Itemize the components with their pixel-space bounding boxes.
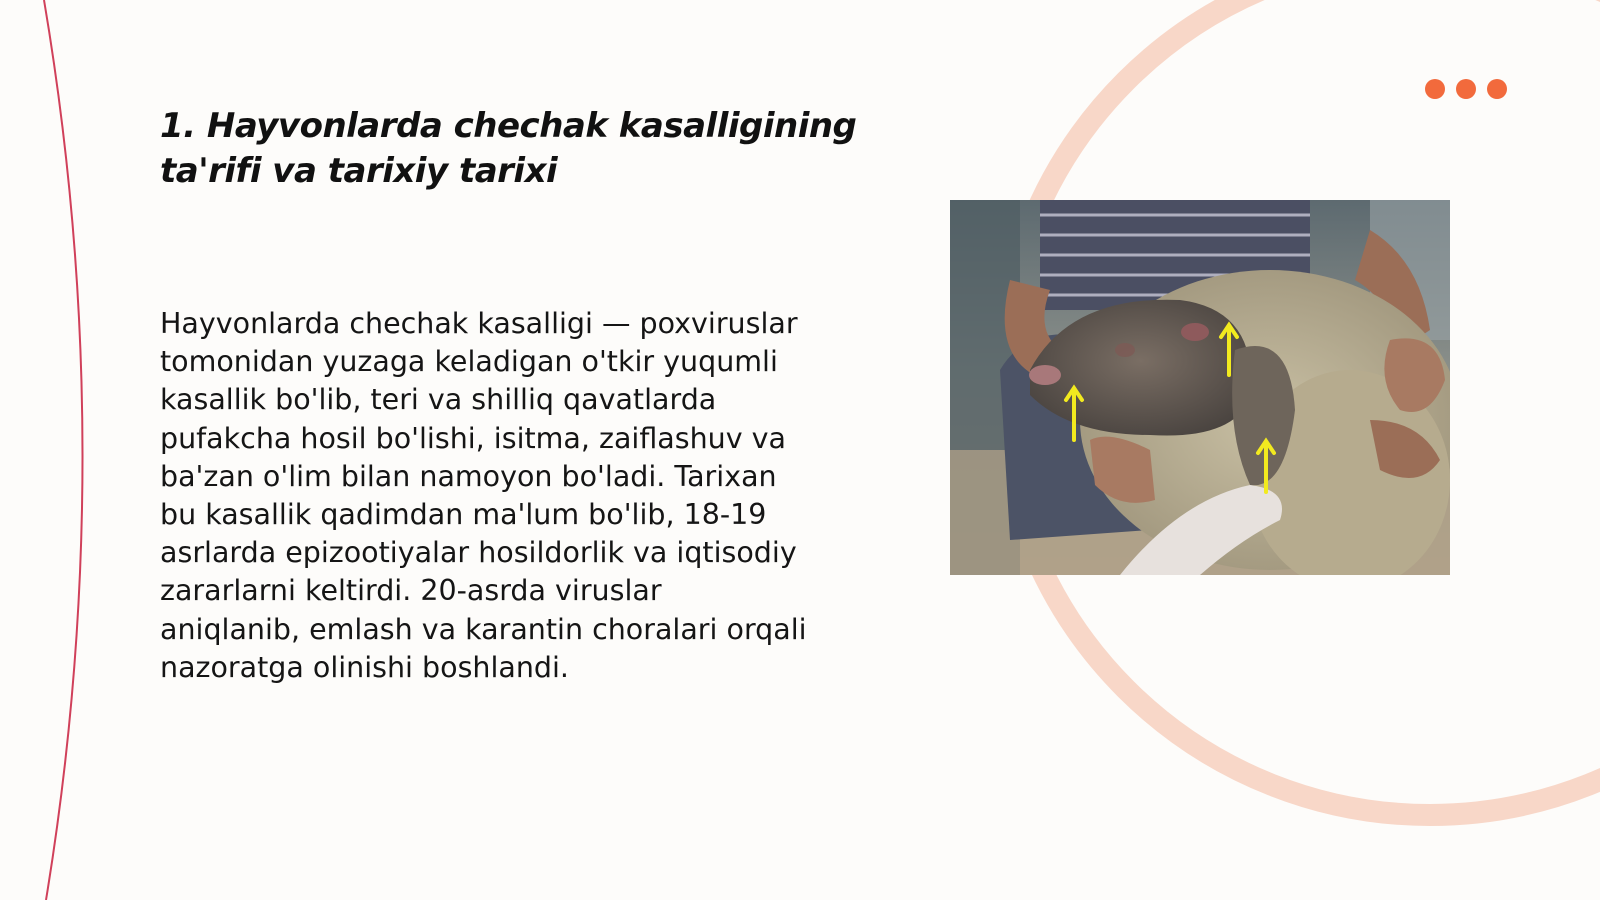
decorative-left-curve — [44, 0, 83, 900]
dot-3 — [1487, 79, 1507, 99]
dot-2 — [1456, 79, 1476, 99]
sheep-pox-photo — [950, 200, 1450, 575]
three-dots-icon — [1425, 79, 1507, 99]
slide-body-text: Hayvonlarda chechak kasalligi — poxviruslar tomonidan yuzaga keladigan o'tkir yuqumli kasallik bo'lib, teri va shilliq qavatlarda pufakcha hosil bo'lishi, isitma, zaiflashuv va ba'zan o'lim bilan namoyon bo'ladi. Tarixan bu kasallik qadimdan ma'lum bo'lib, 18-19 asrlarda epizootiyalar hosildorlik va iqtisodiy zararlarni keltirdi. 20-asrda viruslar aniqlanib, emlash va karantin choralari orqali nazoratga olinishi boshlandi. — [160, 307, 807, 684]
dot-1 — [1425, 79, 1445, 99]
slide-title: 1. Hayvonlarda chechak kasalligining ta'rifi va tarixiy tarixi — [160, 106, 857, 191]
